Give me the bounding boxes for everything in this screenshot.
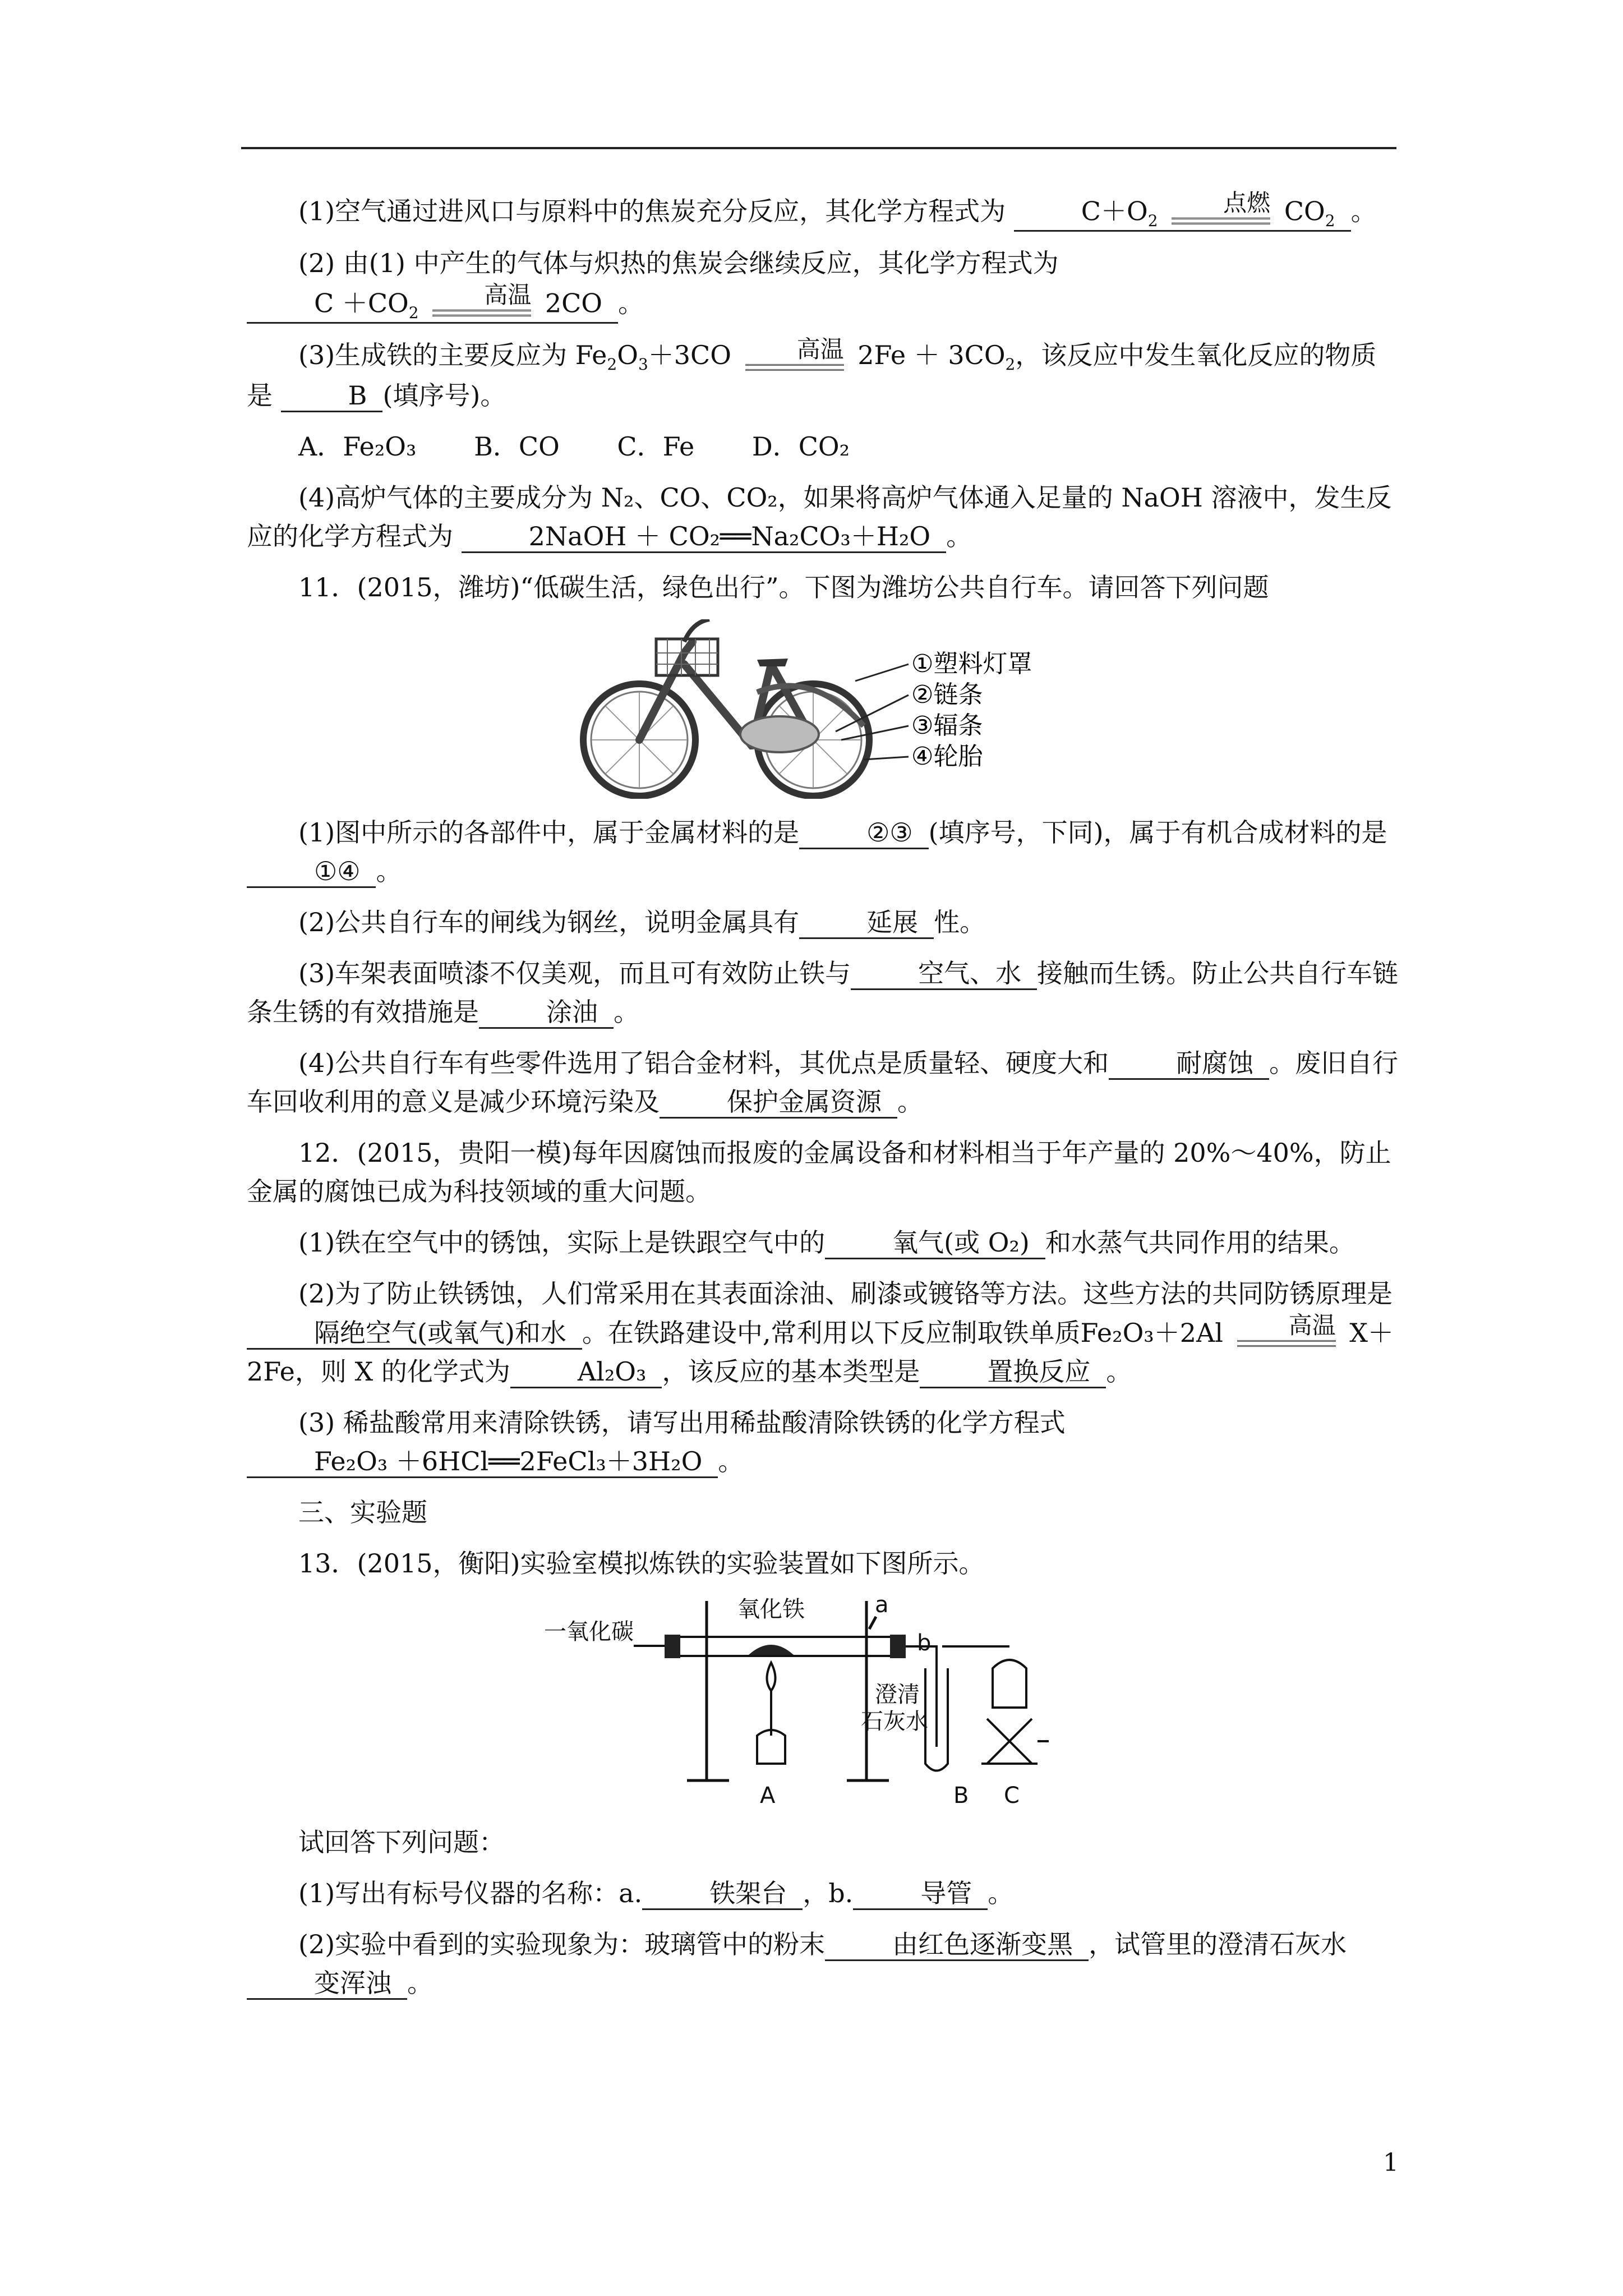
answer-blank[interactable]: 保护金属资源 xyxy=(660,1087,897,1119)
apparatus-figure xyxy=(247,1595,1402,1809)
q11-part2: (2)公共自行车的闸线为钢丝，说明金属具有 延展 性。 xyxy=(247,903,1402,942)
q13-intro: 试回答下列问题： xyxy=(298,1827,505,1858)
bicycle-label-2: ②链条 xyxy=(911,680,983,710)
answer-blank[interactable]: Fe₂O₃ ＋6HCl══2FeCl₃＋3H₂O xyxy=(247,1447,718,1478)
reaction-condition: 高温 xyxy=(432,283,531,322)
label-limewater-1: 澄清 xyxy=(875,1682,920,1708)
answer-blank[interactable]: 空气、水 xyxy=(851,959,1037,990)
bicycle-label-1: ①塑料灯罩 xyxy=(911,650,1032,679)
answer-blank[interactable]: 延展 xyxy=(799,908,934,939)
answer-blank[interactable]: 2NaOH ＋ CO₂══Na₂CO₃＋H₂O xyxy=(462,522,946,553)
answer-blank[interactable]: $C+O_2$ 点燃 $CO_2$ xyxy=(1014,191,1351,232)
q10-part2: (2) 由(1) 中产生的气体与炽热的焦炭会继续反应，其化学方程式为 $C +CO_2$ 高温 2CO 。 xyxy=(247,244,1402,324)
answer-blank[interactable]: Al₂O₃ xyxy=(510,1357,662,1388)
answer-blank[interactable]: B xyxy=(281,381,383,412)
q10-choices xyxy=(247,427,1402,466)
page-number: 1 xyxy=(1383,2148,1399,2177)
page-content xyxy=(247,191,1402,2015)
answer-blank[interactable]: 铁架台 xyxy=(642,1879,803,1910)
ironmaking-apparatus xyxy=(544,1595,1105,1809)
choice-b[interactable]: B．CO xyxy=(474,431,560,462)
header-rule xyxy=(241,147,1396,149)
q11-part3: (3)车架表面喷漆不仅美观，而且可有效防止铁与 空气、水 接触而生锈。防止公共自行车链条生锈的有效措施是 涂油 。 xyxy=(247,954,1402,1032)
bicycle-label-4: ④轮胎 xyxy=(911,742,983,771)
q12-title: 12．(2015，贵阳一模)每年因腐蚀而报废的金属设备和材料相当于年产量的 20%～40%，防止金属的腐蚀已成为科技领域的重大问题。 xyxy=(247,1138,1391,1207)
answer-blank[interactable]: ②③ xyxy=(799,818,928,849)
answer-blank[interactable]: 涂油 xyxy=(479,997,614,1029)
q11-title: 11．(2015，潍坊)“低碳生活，绿色出行”。下图为潍坊公共自行车。请回答下列问题 xyxy=(298,572,1269,603)
answer-blank[interactable]: 导管 xyxy=(853,1879,988,1910)
answer-blank[interactable]: ①④ xyxy=(247,857,376,888)
q12-part3: (3) 稀盐酸常用来清除铁锈，请写出用稀盐酸清除铁锈的化学方程式Fe₂O₃ ＋6HCl══2FeCl₃＋3H₂O 。 xyxy=(247,1404,1402,1481)
q10-part4: (4)高炉气体的主要成分为 N₂、CO、CO₂，如果将高炉气体通入足量的 NaOH 溶液中，发生反应的化学方程式为 2NaOH ＋ CO₂══Na₂CO₃＋H₂O 。 xyxy=(247,478,1402,556)
choice-c[interactable]: C．Fe xyxy=(617,431,695,462)
q12-part1: (1)铁在空气中的锈蚀，实际上是铁跟空气中的 氧气(或 O₂) 和水蒸气共同作用的结果。 xyxy=(247,1223,1402,1262)
q13-part1: (1)写出有标号仪器的名称：a. 铁架台 ，b. 导管 。 xyxy=(247,1874,1402,1913)
q11-part1: (1)图中所示的各部件中，属于金属材料的是 ②③ (填序号，下同)，属于有机合成材料的是①④ 。 xyxy=(247,813,1402,891)
bicycle-label-3: ③辐条 xyxy=(911,711,983,740)
label-C: C xyxy=(1004,1783,1020,1809)
label-limewater-2: 石灰水 xyxy=(861,1709,928,1735)
answer-blank[interactable]: 变浑浊 xyxy=(247,1968,407,2000)
choice-a[interactable]: A．Fe₂O₃ xyxy=(298,431,417,462)
label-B: B xyxy=(953,1783,969,1809)
q12-part2: (2)为了防止铁锈蚀，人们常采用在其表面涂油、刷漆或镀铬等方法。这些方法的共同防锈原理是隔绝空气(或氧气)和水 。在铁路建设中,常利用以下反应制取铁单质Fe₂O₃＋2Al 高温 X＋2Fe，则 X 的化学式为 Al₂O₃ ，该反应的基本类型是 置换反应 。 xyxy=(247,1274,1402,1391)
choice-d[interactable]: D．CO₂ xyxy=(751,431,850,462)
answer-blank[interactable]: 氧气(或 O₂) xyxy=(825,1228,1045,1259)
answer-blank[interactable]: 置换反应 xyxy=(920,1357,1106,1388)
section-heading: 三、实验题 xyxy=(298,1497,427,1528)
bicycle-illustration xyxy=(572,619,1077,799)
answer-blank[interactable]: $C +CO_2$ 高温 2CO xyxy=(247,283,618,324)
q10-part3: (3)生成铁的主要反应为 $Fe_2O_3+3CO$ 高温 $2Fe + 3CO_2$，该反应中发生氧化反应的物质是 B (填序号)。 xyxy=(247,336,1402,415)
label-A: A xyxy=(760,1783,776,1809)
q13-title: 13．(2015，衡阳)实验室模拟炼铁的实验装置如下图所示。 xyxy=(298,1548,985,1579)
answer-blank[interactable]: 由红色逐渐变黑 xyxy=(825,1930,1089,1961)
answer-blank[interactable]: 耐腐蚀 xyxy=(1109,1048,1269,1080)
reaction-condition: 点燃 xyxy=(1172,191,1270,230)
label-fe2o3: 氧化铁 xyxy=(737,1596,805,1623)
label-b: b xyxy=(917,1630,932,1657)
bicycle-figure xyxy=(247,619,1402,799)
reaction-condition: 高温 xyxy=(745,337,844,376)
q11-part4: (4)公共自行车有些零件选用了铝合金材料，其优点是质量轻、硬度大和 耐腐蚀 。废旧自行车回收利用的意义是减少环境污染及 保护金属资源 。 xyxy=(247,1044,1402,1121)
answer-blank[interactable]: 隔绝空气(或氧气)和水 xyxy=(247,1318,582,1350)
q10-part1: (1)空气通过进风口与原料中的焦炭充分反应，其化学方程式为 $C+O_2$ 点燃 $CO_2$ 。 xyxy=(247,191,1402,232)
q13-part2: (2)实验中看到的实验现象为：玻璃管中的粉末 由红色逐渐变黑 ，试管里的澄清石灰水变浑浊 。 xyxy=(247,1925,1402,2003)
label-a: a xyxy=(875,1595,889,1618)
label-co: 一氧化碳 xyxy=(544,1619,634,1645)
reaction-condition: 高温 xyxy=(1237,1313,1336,1352)
